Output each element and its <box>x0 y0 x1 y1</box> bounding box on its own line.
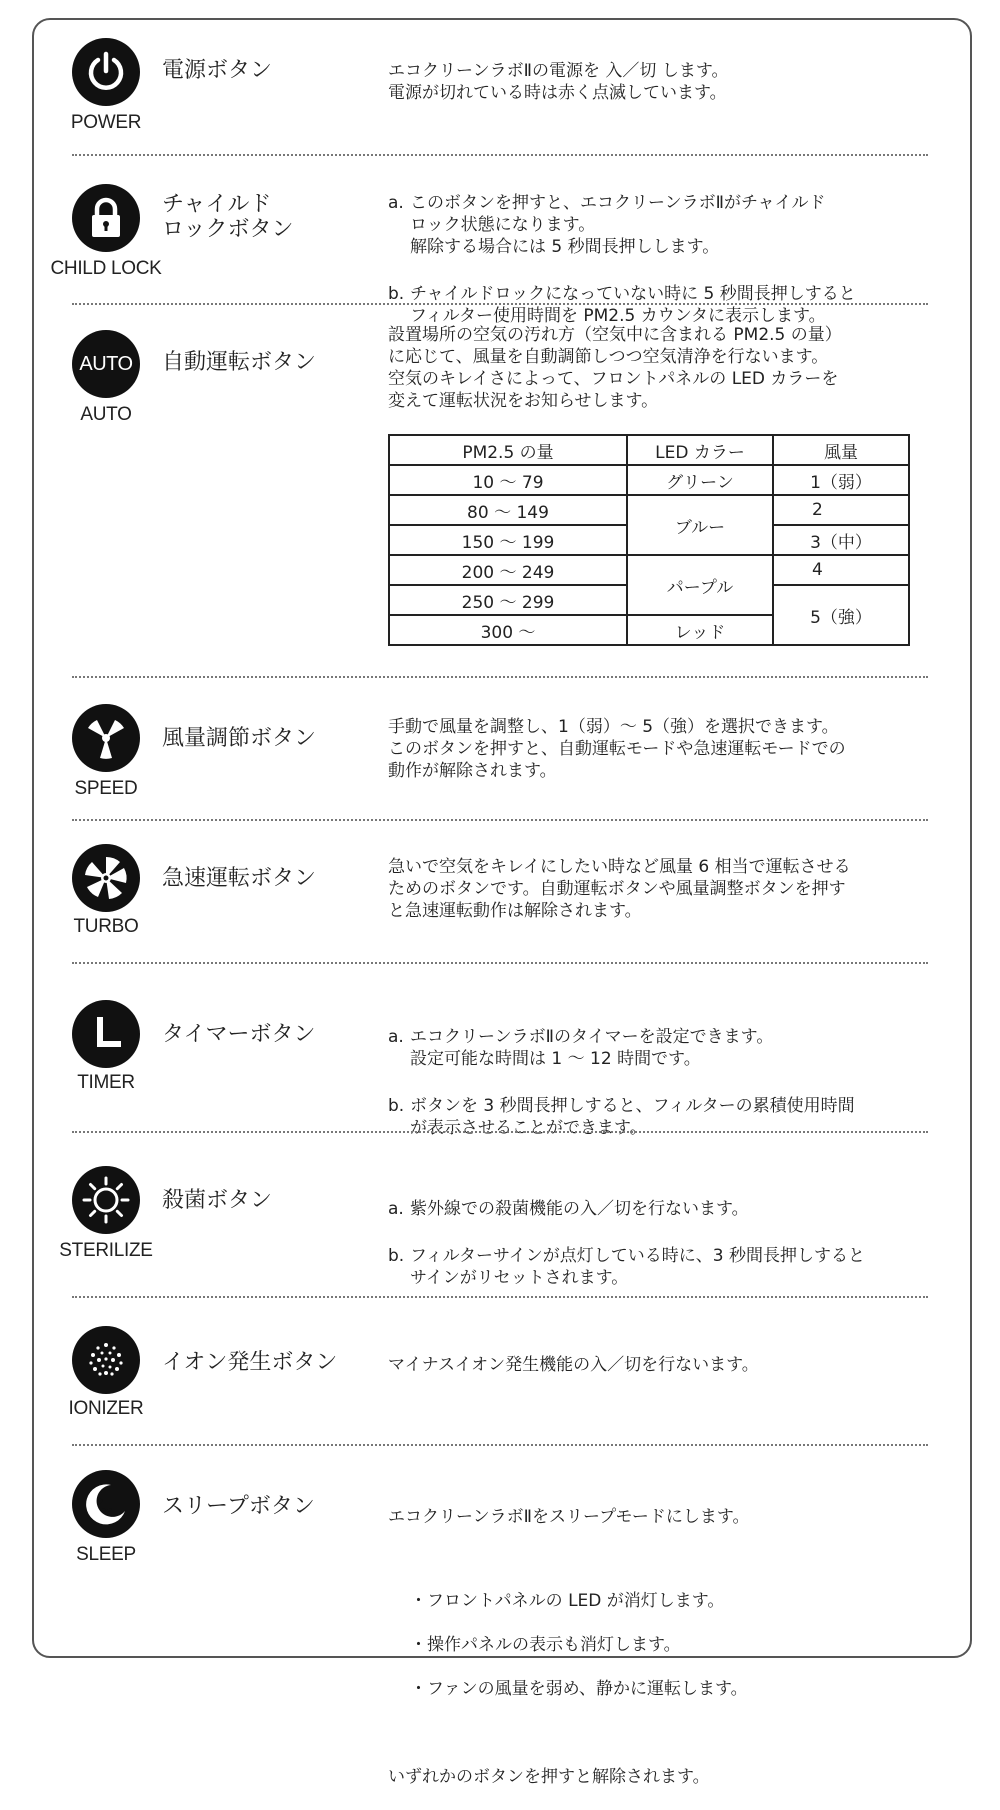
table-cell: 300 ～ <box>389 615 627 645</box>
table-header: 風量 <box>773 435 909 465</box>
power-description: エコクリーンラボⅡの電源を 入／切 します。 電源が切れている時は赤く点滅しています。 <box>388 61 729 103</box>
table-row <box>389 555 909 585</box>
table-cell: パープル <box>627 555 773 615</box>
table-cell: グリーン <box>627 465 773 495</box>
table-header-row <box>389 435 909 465</box>
ion-dots-icon <box>83 1337 129 1383</box>
auto-icon-text: AUTO <box>79 352 133 375</box>
divider <box>72 819 928 821</box>
fan-icon <box>80 712 132 764</box>
table-header: PM2.5 の量 <box>389 435 627 465</box>
turbo-button-icon <box>72 844 140 912</box>
table-cell: 2 <box>773 495 909 525</box>
sleep-description <box>388 1484 749 1810</box>
auto-button-icon <box>72 330 140 398</box>
list-item: ・操作パネルの表示も消灯します。 <box>410 1635 681 1655</box>
table-cell: 4 <box>773 555 909 585</box>
power-icon <box>84 50 128 94</box>
table-cell: 80 ～ 149 <box>389 495 627 525</box>
sleep-outro: いずれかのボタンを押すと解除されます。 <box>388 1767 710 1787</box>
table-cell: 250 ～ 299 <box>389 585 627 615</box>
child-lock-button-icon <box>72 184 140 252</box>
desc-item-a: a. 紫外線での殺菌機能の入／切を行ないます。 <box>388 1199 749 1219</box>
divider <box>72 303 928 305</box>
table-cell: 1（弱） <box>773 465 909 495</box>
table-cell: レッド <box>627 615 773 645</box>
timer-caption: TIMER <box>77 1072 135 1093</box>
divider <box>72 1296 928 1298</box>
ionizer-description: マイナスイオン発生機能の入／切を行ないます。 <box>388 1355 759 1375</box>
speed-title: 風量調節ボタン <box>162 726 317 751</box>
table-row <box>389 495 909 525</box>
power-caption: POWER <box>70 112 142 133</box>
table-row <box>389 465 909 495</box>
table-cell: 200 ～ 249 <box>389 555 627 585</box>
divider <box>72 154 928 156</box>
sun-icon <box>80 1174 132 1226</box>
sterilize-title: 殺菌ボタン <box>162 1188 273 1213</box>
desc-item-b: b. チャイルドロックになっていない時に 5 秒間長押しすると フィルター使用時間を PM2.5 カウンタに表示します。 <box>388 284 856 326</box>
list-item: ・ファンの風量を弱め、静かに運転します。 <box>410 1679 748 1699</box>
table-header: LED カラー <box>627 435 773 465</box>
auto-description: 設置場所の空気の汚れ方（空気中に含まれる PM2.5 の量） に応じて、風量を自動調節しつつ空気清浄を行ないます。 空気のキレイさによって、フロントパネルの LED カラーを 変えて運転状況をお知らせします。 <box>388 325 842 411</box>
table-cell: 3（中） <box>773 525 909 555</box>
turbo-fan-icon <box>79 851 133 905</box>
timer-icon <box>86 1014 126 1054</box>
turbo-description: 急いで空気をキレイにしたい時など風量 6 相当で運転させる ためのボタンです。自動運転ボタンや風量調整ボタンを押す と急速運転動作は解除されます。 <box>388 857 851 921</box>
list-item: ・フロントパネルの LED が消灯します。 <box>410 1591 725 1611</box>
timer-description <box>388 1004 855 1164</box>
timer-button-icon <box>72 1000 140 1068</box>
divider <box>72 1444 928 1446</box>
speed-description: 手動で風量を調整し、1（弱）～ 5（強）を選択できます。 このボタンを押すと、自動運転モードや急速運転モードでの 動作が解除されます。 <box>388 717 846 781</box>
turbo-title: 急速運転ボタン <box>162 866 317 891</box>
table-cell: ブルー <box>627 495 773 555</box>
sleep-caption: SLEEP <box>76 1544 136 1565</box>
child-lock-title: チャイルド ロックボタン <box>162 192 294 242</box>
sterilize-caption: STERILIZE <box>59 1240 153 1261</box>
divider <box>72 962 928 964</box>
desc-item-a: a. エコクリーンラボⅡのタイマーを設定できます。 設定可能な時間は 1 ～ 12 時間です。 <box>388 1027 774 1069</box>
auto-title: 自動運転ボタン <box>162 350 317 375</box>
sleep-intro: エコクリーンラボⅡをスリープモードにします。 <box>388 1507 750 1527</box>
auto-caption: AUTO <box>80 404 132 425</box>
child-lock-caption: CHILD LOCK <box>50 258 162 279</box>
desc-item-a: a. このボタンを押すと、エコクリーンラボⅡがチャイルド ロック状態になります。 解除する場合には 5 秒間長押しします。 <box>388 193 826 257</box>
timer-title: タイマーボタン <box>162 1022 316 1047</box>
sleep-title: スリープボタン <box>162 1494 315 1519</box>
speed-caption: SPEED <box>74 778 138 799</box>
desc-item-b: b. フィルターサインが点灯している時に、3 秒間長押しすると サインがリセットされます。 <box>388 1246 865 1288</box>
sterilize-button-icon <box>72 1166 140 1234</box>
table-cell: 5（強） <box>773 585 909 645</box>
ionizer-title: イオン発生ボタン <box>162 1350 338 1375</box>
turbo-caption: TURBO <box>73 916 139 937</box>
pm25-table <box>388 434 910 646</box>
ionizer-caption: IONIZER <box>68 1398 144 1419</box>
desc-item-b: b. ボタンを 3 秒間長押しすると、フィルターの累積使用時間 が表示させることができます。 <box>388 1096 855 1138</box>
divider <box>72 676 928 678</box>
table-cell: 10 ～ 79 <box>389 465 627 495</box>
lock-icon <box>86 196 126 240</box>
speed-button-icon <box>72 704 140 772</box>
sterilize-description <box>388 1176 865 1314</box>
ionizer-button-icon <box>72 1326 140 1394</box>
power-button-icon <box>72 38 140 106</box>
sleep-button-icon <box>72 1470 140 1538</box>
moon-icon <box>81 1479 131 1529</box>
table-cell: 150 ～ 199 <box>389 525 627 555</box>
power-title: 電源ボタン <box>162 58 273 83</box>
divider <box>72 1131 928 1133</box>
